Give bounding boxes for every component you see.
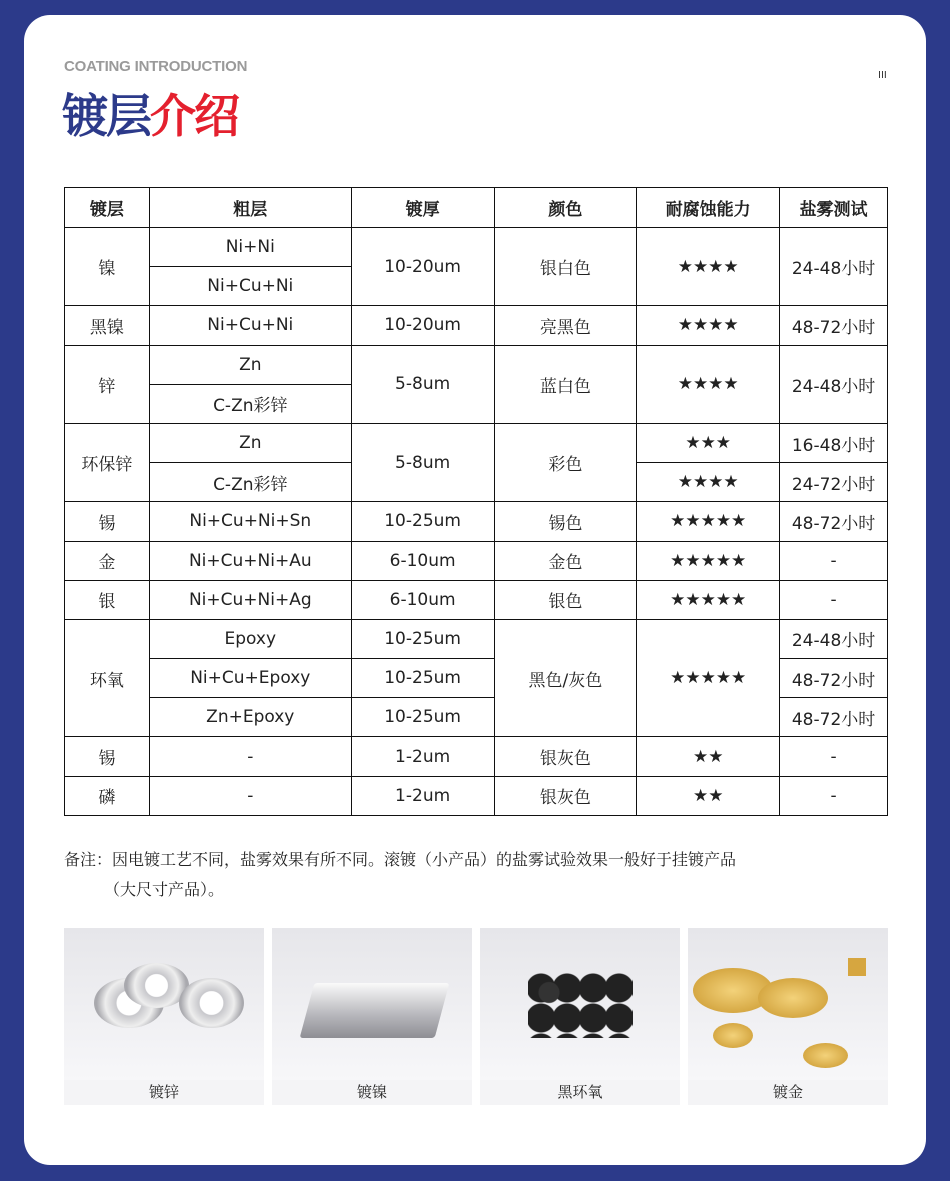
- salt-spray-cell: 48-72小时: [780, 659, 888, 698]
- corrosion-rating-cell: ★★★★: [637, 228, 780, 306]
- coating-cell: 金: [65, 541, 150, 580]
- salt-spray-cell: 24-48小时: [780, 228, 888, 306]
- header-cell: 镀厚: [351, 188, 494, 228]
- coating-cell: 环保锌: [65, 423, 150, 501]
- color-cell: 银色: [494, 580, 637, 619]
- color-cell: 金色: [494, 541, 637, 580]
- table-row: [65, 737, 888, 776]
- corrosion-rating-cell: ★★: [637, 737, 780, 776]
- title-part-1: 镀层: [62, 89, 150, 143]
- note: [64, 845, 864, 905]
- color-cell: 银灰色: [494, 737, 637, 776]
- base-layer-cell: Ni+Cu+Ni+Sn: [149, 502, 351, 541]
- salt-spray-cell: 48-72小时: [780, 306, 888, 345]
- image-caption: 镀金: [688, 1080, 888, 1105]
- header-cell: 镀层: [65, 188, 150, 228]
- base-layer-cell: Zn: [149, 345, 351, 384]
- table-row: [65, 502, 888, 541]
- header-cell: 耐腐蚀能力: [637, 188, 780, 228]
- coating-table: [64, 187, 888, 816]
- base-layer-cell: C-Zn彩锌: [149, 463, 351, 502]
- coating-cell: 锌: [65, 345, 150, 423]
- epoxy-photo: [480, 928, 680, 1080]
- salt-spray-cell: 48-72小时: [780, 502, 888, 541]
- coating-cell: 锡: [65, 737, 150, 776]
- decor-mark: III: [878, 70, 887, 81]
- coating-cell: 银: [65, 580, 150, 619]
- salt-spray-cell: 24-48小时: [780, 619, 888, 658]
- corrosion-rating-cell: ★★★★: [637, 345, 780, 423]
- salt-spray-cell: -: [780, 580, 888, 619]
- corrosion-rating-cell: ★★★★: [637, 306, 780, 345]
- table-header-row: [65, 188, 888, 228]
- salt-spray-cell: 24-48小时: [780, 345, 888, 423]
- thickness-cell: 10-20um: [351, 306, 494, 345]
- coating-cell: 磷: [65, 776, 150, 815]
- corrosion-rating-cell: ★★: [637, 776, 780, 815]
- corrosion-rating-cell: ★★★★★: [637, 580, 780, 619]
- table-row: [65, 306, 888, 345]
- base-layer-cell: -: [149, 776, 351, 815]
- header-cell: 颜色: [494, 188, 637, 228]
- nickel-photo: [272, 928, 472, 1080]
- subtitle: COATING INTRODUCTION: [64, 58, 248, 75]
- base-layer-cell: Ni+Cu+Ni+Au: [149, 541, 351, 580]
- base-layer-cell: -: [149, 737, 351, 776]
- salt-spray-cell: 48-72小时: [780, 698, 888, 737]
- coating-cell: 黑镍: [65, 306, 150, 345]
- coating-cell: 环氧: [65, 619, 150, 737]
- image-caption: 镀锌: [64, 1080, 264, 1105]
- corrosion-rating-cell: ★★★★★: [637, 541, 780, 580]
- image-zinc: [64, 928, 264, 1105]
- table-row: [65, 580, 888, 619]
- color-cell: 银灰色: [494, 776, 637, 815]
- thickness-cell: 1-2um: [351, 737, 494, 776]
- header-cell: 盐雾测试: [780, 188, 888, 228]
- image-caption: 黑环氧: [480, 1080, 680, 1105]
- base-layer-cell: Ni+Cu+Ni: [149, 267, 351, 306]
- header-cell: 粗层: [149, 188, 351, 228]
- base-layer-cell: Zn+Epoxy: [149, 698, 351, 737]
- thickness-cell: 1-2um: [351, 776, 494, 815]
- color-cell: 银白色: [494, 228, 637, 306]
- corrosion-rating-cell: ★★★★★: [637, 619, 780, 737]
- page-title: [62, 80, 238, 146]
- table-row: [65, 423, 888, 462]
- image-epoxy: [480, 928, 680, 1105]
- thickness-cell: 10-25um: [351, 619, 494, 658]
- gold-photo: [688, 928, 888, 1080]
- corrosion-rating-cell: ★★★★★: [637, 502, 780, 541]
- table-row: [65, 228, 888, 267]
- base-layer-cell: Ni+Cu+Epoxy: [149, 659, 351, 698]
- salt-spray-cell: -: [780, 776, 888, 815]
- corrosion-rating-cell: ★★★★: [637, 463, 780, 502]
- table-row: [65, 776, 888, 815]
- thickness-cell: 5-8um: [351, 423, 494, 501]
- salt-spray-cell: 24-72小时: [780, 463, 888, 502]
- note-line-2: （大尺寸产品）。: [104, 880, 225, 899]
- thickness-cell: 6-10um: [351, 580, 494, 619]
- base-layer-cell: Ni+Ni: [149, 228, 351, 267]
- corrosion-rating-cell: ★★★: [637, 423, 780, 462]
- thickness-cell: 6-10um: [351, 541, 494, 580]
- note-line-1: 备注：因电镀工艺不同，盐雾效果有所不同。滚镀（小产品）的盐雾试验效果一般好于挂镀产品: [64, 850, 737, 869]
- base-layer-cell: Ni+Cu+Ni+Ag: [149, 580, 351, 619]
- color-cell: 彩色: [494, 423, 637, 501]
- coating-cell: 锡: [65, 502, 150, 541]
- image-nickel: [272, 928, 472, 1105]
- color-cell: 锡色: [494, 502, 637, 541]
- thickness-cell: 10-25um: [351, 698, 494, 737]
- color-cell: 蓝白色: [494, 345, 637, 423]
- base-layer-cell: C-Zn彩锌: [149, 384, 351, 423]
- table-row: [65, 619, 888, 658]
- color-cell: 黑色/灰色: [494, 619, 637, 737]
- table-row: [65, 345, 888, 384]
- title-part-2: 介绍: [150, 89, 238, 143]
- table-row: [65, 541, 888, 580]
- image-gold: [688, 928, 888, 1105]
- zinc-photo: [64, 928, 264, 1080]
- salt-spray-cell: -: [780, 541, 888, 580]
- thickness-cell: 10-25um: [351, 502, 494, 541]
- sample-images: [64, 928, 888, 1105]
- base-layer-cell: Zn: [149, 423, 351, 462]
- base-layer-cell: Ni+Cu+Ni: [149, 306, 351, 345]
- thickness-cell: 5-8um: [351, 345, 494, 423]
- thickness-cell: 10-20um: [351, 228, 494, 306]
- salt-spray-cell: -: [780, 737, 888, 776]
- coating-cell: 镍: [65, 228, 150, 306]
- color-cell: 亮黑色: [494, 306, 637, 345]
- thickness-cell: 10-25um: [351, 659, 494, 698]
- image-caption: 镀镍: [272, 1080, 472, 1105]
- base-layer-cell: Epoxy: [149, 619, 351, 658]
- salt-spray-cell: 16-48小时: [780, 423, 888, 462]
